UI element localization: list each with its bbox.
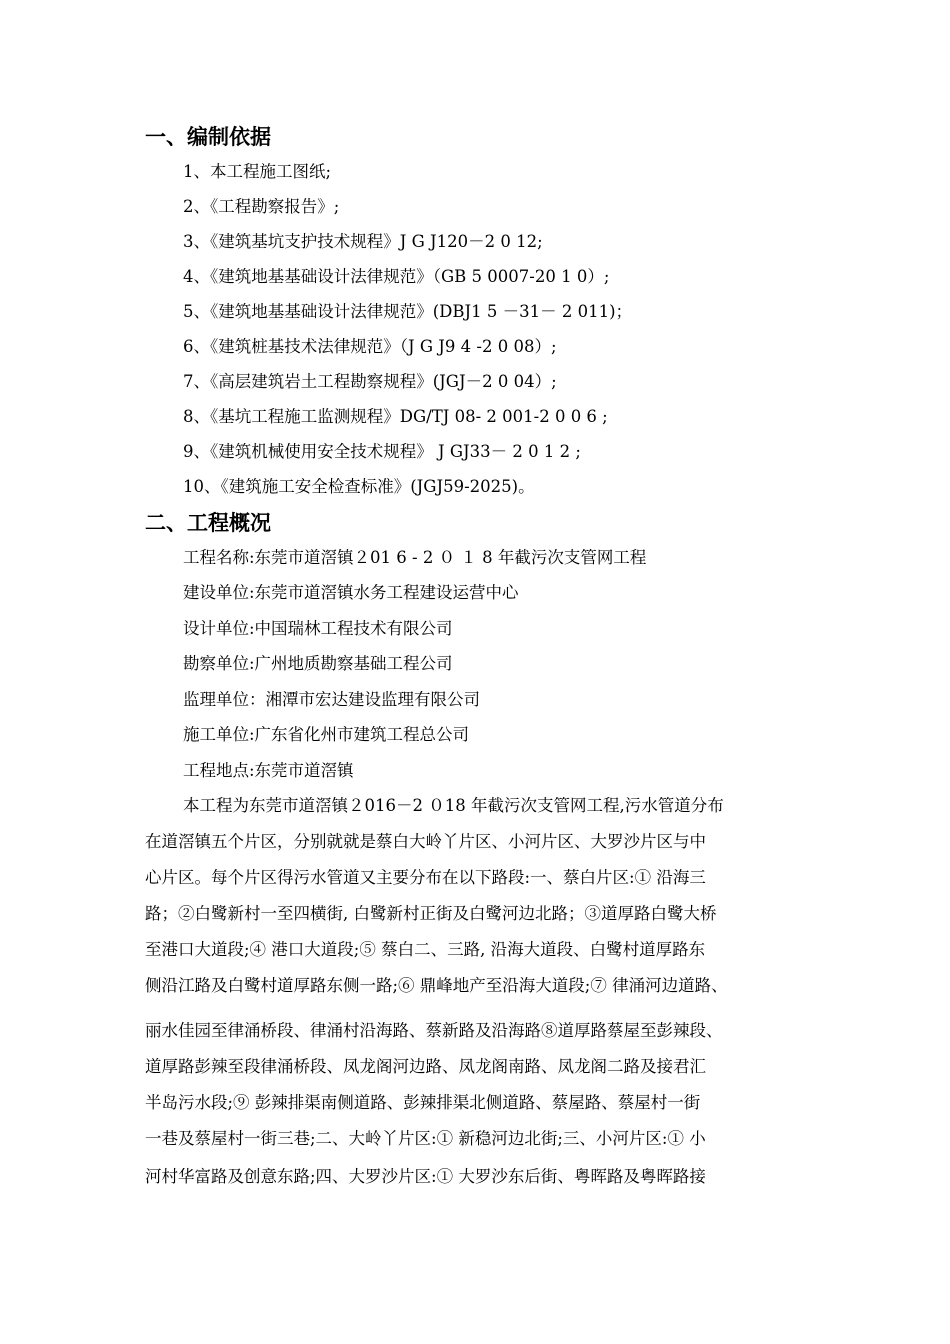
paragraph-line: 一巷及蔡屋村一街三巷;二、大岭丫片区:① 新稳河边北街;三、小河片区:① 小 xyxy=(145,1129,706,1148)
basis-item: 2、《工程勘察报告》; xyxy=(183,197,340,216)
project-info-line: 工程地点:东莞市道滘镇 xyxy=(183,761,354,780)
basis-item: 5、《建筑地基基础设计法律规范》(DBJ1 5 －31－ 2 011)； xyxy=(183,302,633,321)
paragraph-line: 在道滘镇五个片区，分别就就是蔡白大岭丫片区、小河片区、大罗沙片区与中 xyxy=(145,832,706,851)
paragraph-line: 半岛污水段;⑨ 彭辣排渠南侧道路、彭辣排渠北侧道路、蔡屋路、蔡屋村一街 xyxy=(145,1093,701,1112)
paragraph-line: 丽水佳园至律涌桥段、律涌村沿海路、蔡新路及沿海路⑧道厚路蔡屋至彭辣段、 xyxy=(145,1021,723,1040)
basis-item: 7、《高层建筑岩土工程勘察规程》(JGJ－2 0 04）; xyxy=(183,372,557,391)
basis-item: 6、《建筑桩基技术法律规范》（J G J9 4 -2 0 08）; xyxy=(183,337,557,356)
section-heading-overview: 二、工程概况 xyxy=(145,511,271,535)
paragraph-line: 至港口大道段;④ 港口大道段;⑤ 蔡白二、三路, 沿海大道段、白鹭村道厚路东 xyxy=(145,940,706,959)
project-info-line: 工程名称:东莞市道滘镇２01 6 - 2 ０ １ 8 年截污次支管网工程 xyxy=(183,548,647,567)
paragraph-line: 侧沿江路及白鹭村道厚路东侧一路;⑥ 鼎峰地产至沿海大道段;⑦ 律涌河边道路、 xyxy=(145,976,728,995)
project-info-line: 监理单位：湘潭市宏达建设监理有限公司 xyxy=(183,690,480,709)
paragraph-line: 心片区。每个片区得污水管道又主要分布在以下路段:一、蔡白片区:① 沿海三 xyxy=(145,868,706,887)
basis-item: 4、《建筑地基基础设计法律规范》（GB 5 0007-20 1 0）; xyxy=(183,267,610,286)
project-info-line: 勘察单位:广州地质勘察基础工程公司 xyxy=(183,654,453,673)
project-info-line: 设计单位:中国瑞林工程技术有限公司 xyxy=(183,619,453,638)
paragraph-line: 河村华富路及创意东路;四、大罗沙片区:① 大罗沙东后街、粤晖路及粤晖路接 xyxy=(145,1167,706,1186)
basis-item: 10、《建筑施工安全检查标准》(JGJ59-2025)。 xyxy=(183,477,535,496)
paragraph-line: 道厚路彭辣至段律涌桥段、凤龙阁河边路、凤龙阁南路、凤龙阁二路及接君汇 xyxy=(145,1057,706,1076)
project-info-line: 施工单位:广东省化州市建筑工程总公司 xyxy=(183,725,470,744)
basis-item: 9、《建筑机械使用安全技术规程》 J GJ33－ 2 0 1 2 ; xyxy=(183,442,581,461)
paragraph-line: 本工程为东莞市道滘镇２016－2 ０18 年截污次支管网工程,污水管道分布 xyxy=(183,796,724,815)
basis-item: 1、本工程施工图纸; xyxy=(183,162,332,181)
project-info-line: 建设单位:东莞市道滘镇水务工程建设运营中心 xyxy=(183,583,519,602)
basis-item: 3、《建筑基坑支护技术规程》J G J120－2 0 12; xyxy=(183,232,543,251)
section-heading-basis: 一、编制依据 xyxy=(145,125,271,149)
paragraph-line: 路；②白鹭新村一至四横街, 白鹭新村正街及白鹭河边北路；③道厚路白鹭大桥 xyxy=(145,904,717,923)
basis-item: 8、《基坑工程施工监测规程》DG/TJ 08- 2 001-2 0 0 6 ; xyxy=(183,407,608,426)
